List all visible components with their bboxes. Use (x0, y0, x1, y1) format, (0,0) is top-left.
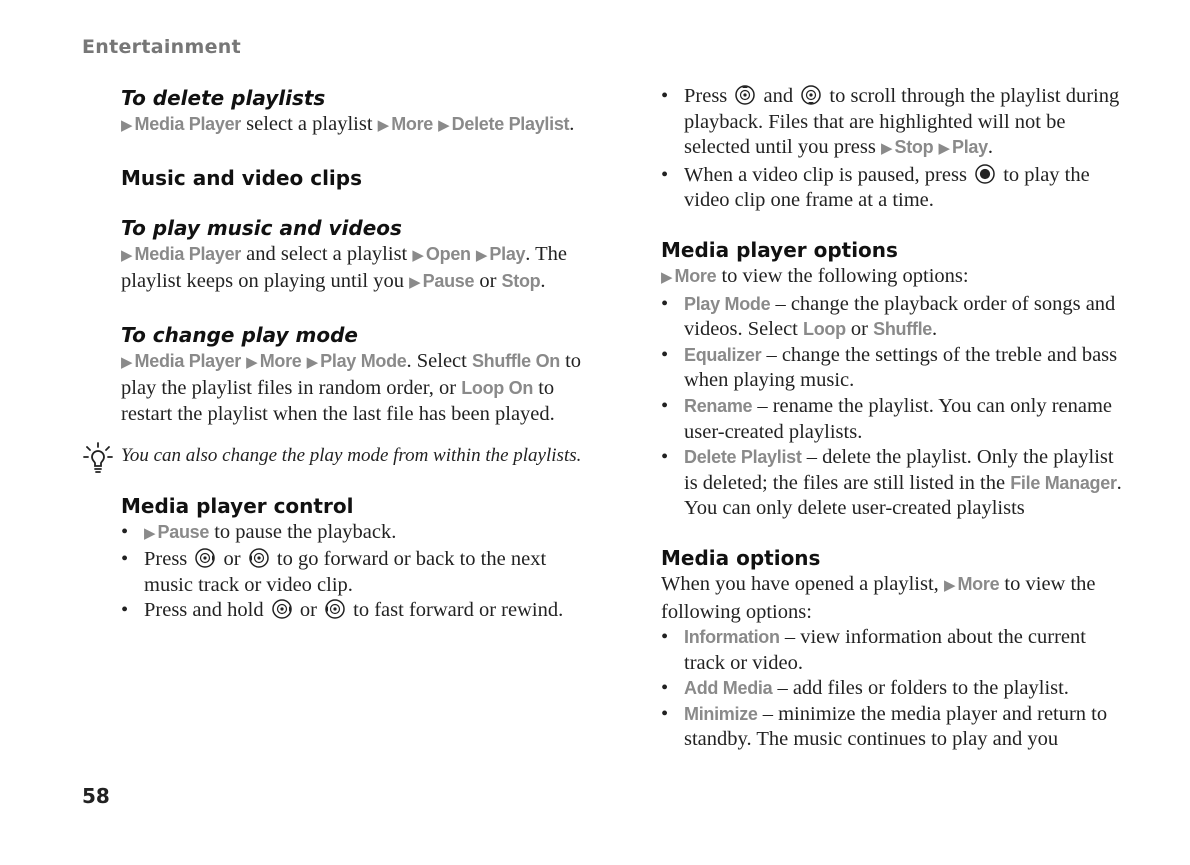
body-text: – change the settings of the treble and bass when playing music. (684, 343, 1118, 392)
arrow-icon: ▶ (475, 247, 488, 264)
player-options-list (661, 292, 1131, 522)
menu-term: Pause (422, 271, 475, 292)
menu-term: Loop On (461, 378, 534, 399)
arrow-icon: ▶ (409, 275, 421, 292)
menu-term: Delete Playlist (451, 114, 570, 134)
player-control-list (121, 520, 591, 624)
arrow-icon: ▶ (246, 354, 258, 371)
menu-term: Add Media (684, 678, 773, 699)
body-text: – delete the playlist. Only the playlist is deleted; the files are still listed in the (684, 446, 1114, 494)
list-item (661, 84, 1131, 163)
menu-term: More (957, 573, 1000, 594)
body-text: or (218, 548, 246, 571)
list-item (661, 445, 1131, 522)
menu-term: Minimize (684, 703, 758, 724)
arrow-icon: ▶ (412, 247, 424, 264)
delete-playlists-heading: To delete playlists (121, 86, 326, 110)
arrow-icon: ▶ (938, 141, 950, 158)
menu-term: Media Player (134, 350, 242, 371)
menu-term: File Manager (1010, 472, 1117, 493)
list-item (661, 702, 1131, 753)
list-item (661, 676, 1131, 702)
body-text: – view information about the current track or video. (684, 626, 1086, 674)
arrow-icon: ▶ (144, 525, 156, 542)
body-text: . Select (406, 349, 472, 372)
player-options-heading: Media player options (661, 237, 898, 262)
tip-note (121, 444, 591, 468)
nav-key-up-icon (735, 85, 755, 105)
body-text: – minimize the media player and return to standby. The music continues to play and you (684, 702, 1108, 751)
body-text: to view the following options: (661, 572, 1096, 623)
body-text: Press and hold (144, 599, 269, 622)
body-text: Press (144, 548, 193, 571)
lightbulb-icon (83, 442, 113, 476)
body-text: When a video clip is paused, press (684, 163, 973, 186)
arrow-icon: ▶ (121, 247, 133, 264)
body-text: to restart the playlist when the last file has been played. (121, 377, 555, 425)
arrow-icon: ▶ (377, 118, 390, 134)
page-number: 58 (82, 784, 110, 808)
nav-key-center-icon (975, 164, 995, 184)
list-item (661, 163, 1131, 214)
body-text: to scroll through the playlist during playback. Files that are highlighted will not be selected until you press (684, 85, 1120, 159)
arrow-icon: ▶ (661, 269, 673, 286)
nav-key-left-icon (325, 599, 345, 619)
arrow-icon: ▶ (121, 118, 133, 134)
menu-term: Play (489, 243, 526, 264)
arrow-icon: ▶ (943, 577, 956, 594)
menu-term: Shuffle (873, 319, 933, 340)
play-mode-text (121, 349, 591, 428)
arrow-icon: ▶ (121, 354, 133, 371)
menu-term: Equalizer (684, 344, 762, 365)
nav-key-right-icon (195, 548, 215, 568)
menu-term: Play Mode (320, 350, 407, 371)
list-item (661, 292, 1131, 343)
nav-key-down-icon (801, 85, 821, 105)
body-text: or (845, 318, 874, 341)
arrow-icon: ▶ (438, 118, 450, 134)
menu-term: Play (952, 137, 988, 158)
menu-term: Rename (684, 395, 753, 416)
menu-term: Pause (157, 521, 210, 542)
body-text: to fast forward or rewind. (348, 599, 564, 622)
menu-term: More (259, 350, 302, 371)
menu-term: Play Mode (684, 293, 771, 314)
arrow-icon: ▶ (880, 141, 893, 158)
body-text: or (474, 270, 502, 293)
delete-playlists-text (121, 112, 591, 140)
body-text: . (932, 318, 938, 341)
body-text: – rename the playlist. You can only rename user-created playlists. (684, 394, 1113, 443)
play-mode-heading: To change play mode (121, 322, 358, 347)
body-text: to go forward or back to the next music track or video clip. (144, 548, 547, 596)
menu-term: Media Player (134, 114, 242, 134)
body-text: . (987, 136, 993, 159)
body-text: . You can only delete user-created playlists (684, 471, 1122, 520)
body-text: and (758, 85, 799, 107)
tip-text: You can also change the play mode from within the playlists. (121, 444, 582, 466)
media-options-heading: Media options (661, 545, 821, 570)
menu-term: Stop (894, 137, 934, 158)
menu-term: Shuffle On (471, 350, 560, 371)
body-text: . The playlist keeps on playing until you (121, 242, 568, 293)
body-text: . (540, 270, 546, 293)
music-video-heading: Music and video clips (121, 165, 362, 190)
right-column (661, 84, 1131, 753)
player-options-intro (661, 264, 1131, 292)
nav-key-left-icon (249, 548, 269, 568)
menu-term: Information (684, 627, 780, 648)
play-music-text (121, 242, 591, 297)
menu-term: Open (425, 243, 471, 264)
section-header: Entertainment (82, 36, 241, 58)
arrow-icon: ▶ (306, 354, 319, 371)
body-text: select a playlist (241, 113, 378, 135)
body-text: or (294, 599, 323, 622)
media-options-list (661, 625, 1131, 753)
left-column (121, 84, 591, 624)
scroll-list (661, 84, 1131, 214)
media-options-intro (661, 572, 1131, 625)
player-control-heading: Media player control (121, 493, 354, 518)
list-item (661, 343, 1131, 394)
body-text: . (569, 113, 575, 135)
menu-term: More (391, 114, 433, 134)
nav-key-right-icon (272, 599, 292, 619)
body-text: – add files or folders to the playlist. (772, 677, 1069, 700)
body-text: to pause the playback. (209, 520, 397, 543)
menu-term: Delete Playlist (684, 447, 802, 468)
body-text: and select a playlist (241, 242, 413, 265)
menu-term: Loop (803, 319, 846, 340)
list-item (121, 520, 591, 548)
body-text: to view the following options: (716, 264, 969, 287)
list-item (661, 394, 1131, 445)
body-text: to play the playlist files in random order, or (121, 349, 582, 400)
menu-term: Stop (501, 271, 541, 292)
play-music-heading: To play music and videos (121, 215, 402, 240)
body-text: Press (684, 85, 733, 107)
list-item (121, 547, 591, 598)
menu-term: Media Player (134, 243, 242, 264)
list-item (661, 625, 1131, 676)
list-item (121, 598, 591, 624)
menu-term: More (674, 265, 717, 286)
body-text: – change the playback order of songs and videos. Select (684, 292, 1116, 341)
body-text: When you have opened a playlist, (661, 572, 944, 595)
body-text: to play the video clip one frame at a time. (684, 163, 1090, 212)
